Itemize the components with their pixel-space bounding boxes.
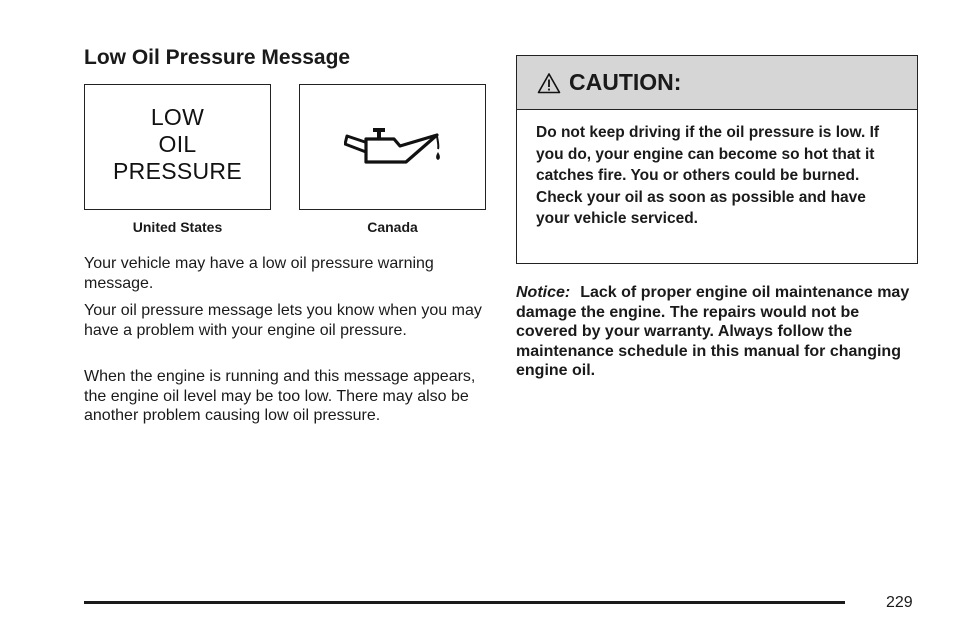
- body-paragraph: Your oil pressure message lets you know when you may have a problem with your engine oil pressure.: [84, 302, 482, 339]
- notice-label: Notice:: [516, 284, 571, 301]
- figure-caption-canada: Canada: [367, 219, 418, 235]
- warning-triangle-icon: [537, 72, 561, 94]
- section-heading: Low Oil Pressure Message: [84, 46, 351, 69]
- caution-header: [517, 56, 917, 110]
- low-oil-pressure-display-figure: [84, 84, 271, 210]
- caution-box: [516, 55, 918, 264]
- notice-paragraph: [516, 283, 921, 381]
- display-line-1: LOW: [150, 104, 205, 130]
- footer-rule: [84, 601, 845, 604]
- display-line-3: PRESSURE: [113, 158, 242, 184]
- notice-text: Lack of proper engine oil maintenance may damage the engine. The repairs would not be covered by your warranty. Always follow the maintenance schedule in this manual for changing engine oil.: [516, 284, 910, 379]
- body-paragraph: When the engine is running and this message appears, the engine oil level may be too low. There may also be another problem causing low oil pressure.: [84, 368, 476, 424]
- caution-title: CAUTION:: [569, 69, 682, 95]
- display-line-2: OIL: [158, 131, 197, 157]
- figure-caption-us: United States: [132, 219, 223, 235]
- oil-can-icon: [344, 125, 444, 171]
- body-paragraph: Your vehicle may have a low oil pressure warning message.: [84, 255, 434, 292]
- page-number: 229: [886, 594, 913, 611]
- caution-text: Do not keep driving if the oil pressure is low. If you do, your engine can become so hot that it catches fire. You or others could be burned. Check your oil as soon as possible and have your vehicle serviced.: [536, 124, 880, 227]
- oil-can-symbol-figure: [299, 84, 486, 210]
- low-oil-pressure-display-text: [85, 104, 270, 185]
